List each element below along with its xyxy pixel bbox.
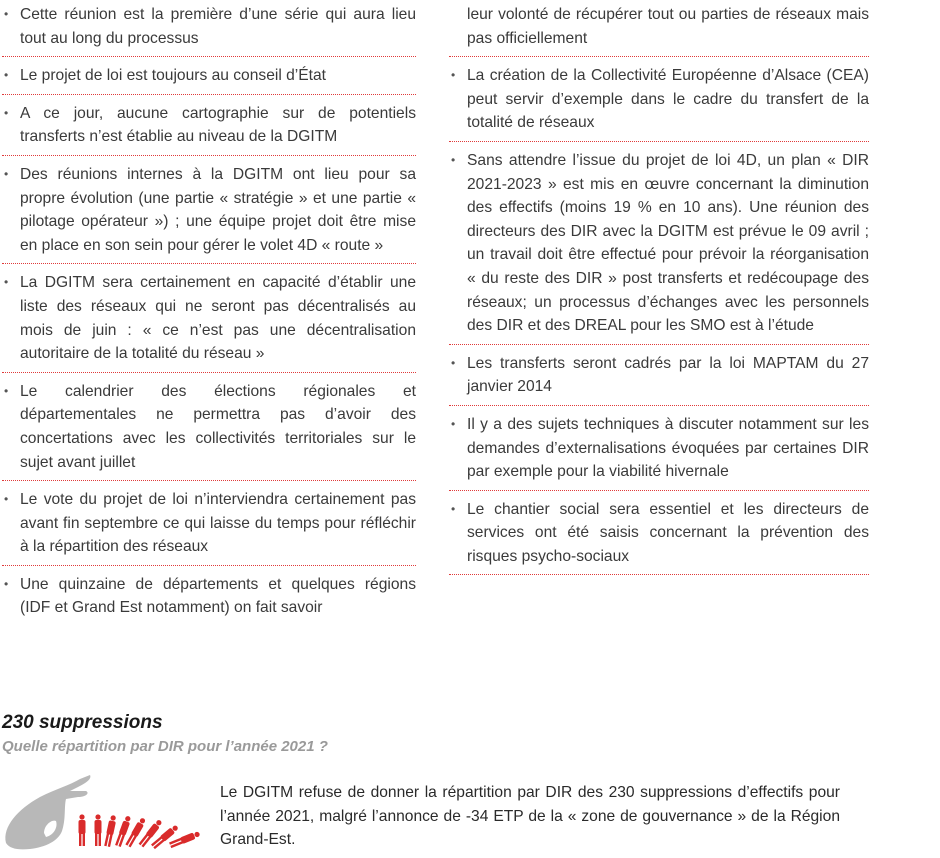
bullet-icon: • xyxy=(451,416,456,431)
list-item: • Une quinzaine de départements et quelques régions (IDF et Grand Est notamment) on fait savoir xyxy=(2,570,416,626)
list-item: • Les transferts seront cadrés par la loi MAPTAM du 27 janvier 2014 xyxy=(449,349,869,406)
list-item: • A ce jour, aucune cartographie sur de potentiels transferts n’est établie au niveau de la DGITM xyxy=(2,99,416,156)
bullet-icon: • xyxy=(4,105,9,120)
list-item: • Sans attendre l’issue du projet de loi 4D, un plan « DIR 2021-2023 » est mis en œuvre concernant la diminution des effectifs (moins 19 % en 10 ans). Une réunion des directeurs des DIR avec la DGITM est prévue le 09 avril ; un travail doit être effectué pour prévoir la réorganisation « du reste des DIR » post transferts et redécoupage des réseaux; un processus d’échanges avec les personnels des DIR et des DREAL pour les SMO est à l’étude xyxy=(449,146,869,345)
section-body: Le DGITM refuse de donner la répartition par DIR des 230 suppressions d’effectifs pour l’année 2021, malgré l’annonce de -34 ETP de la « zone de gouvernance » de la Région Grand-Est. xyxy=(220,784,840,848)
bullet-icon: • xyxy=(4,275,9,290)
bullet-icon: • xyxy=(451,68,456,83)
bullet-icon: • xyxy=(4,492,9,507)
list-item: • Le vote du projet de loi n’interviendra certainement pas avant fin septembre ce qui laisse du temps pour réfléchir à la répartition des réseaux xyxy=(2,485,416,566)
list-item: • Des réunions internes à la DGITM ont lieu pour sa propre évolution (une partie « stratégie » et une partie « pilotage opérateur ») ; une équipe projet doit être mise en place en son sein pour gérer le volet 4D « route » xyxy=(2,160,416,264)
bullet-icon: • xyxy=(4,7,9,21)
section-title: 230 suppressions xyxy=(2,712,163,733)
list-item: • Cette réunion est la première d’une série qui aura lieu tout au long du processus xyxy=(2,0,416,57)
list-item-continuation: leur volonté de récupérer tout ou parties de réseaux mais pas officiellement xyxy=(449,0,869,57)
bullet-icon: • xyxy=(4,383,9,398)
list-item: • Le calendrier des élections régionales et départementales ne permettra pas d’avoir des concertations avec les collectivités territoriales sur le sujet avant juillet xyxy=(2,377,416,481)
list-item: • La DGITM sera certainement en capacité d’établir une liste des réseaux qui ne seront pas décentralisés au mois de juin : « ce n’est pas une décentralisation autoritaire de la totalité du réseau » xyxy=(2,268,416,372)
bullet-icon: • xyxy=(451,355,456,370)
list-item: • Le chantier social sera essentiel et les directeurs de services ont été saisis concernant la prévention des risques psycho-sociaux xyxy=(449,495,869,576)
section-subtitle: Quelle répartition par DIR pour l’année 2021 ? xyxy=(2,738,328,755)
right-column xyxy=(449,0,869,579)
bullet-icon: • xyxy=(451,501,456,516)
suppressions-section xyxy=(2,710,882,758)
bullet-icon: • xyxy=(4,166,9,181)
list-item: • Il y a des sujets techniques à discuter notamment sur les demandes d’externalisations évoquées par certaines DIR par exemple pour la viabilité hivernale xyxy=(449,410,869,491)
bullet-icon: • xyxy=(4,576,9,591)
bullet-icon: • xyxy=(451,152,456,167)
list-item: • Le projet de loi est toujours au conseil d’État xyxy=(2,61,416,95)
bullet-icon: • xyxy=(4,68,9,83)
hand-pushing-dominoes-people-icon xyxy=(0,775,205,853)
left-column xyxy=(2,0,416,630)
list-item: • La création de la Collectivité Européenne d’Alsace (CEA) peut servir d’exemple dans le cadre du transfert de la totalité de réseaux xyxy=(449,61,869,142)
